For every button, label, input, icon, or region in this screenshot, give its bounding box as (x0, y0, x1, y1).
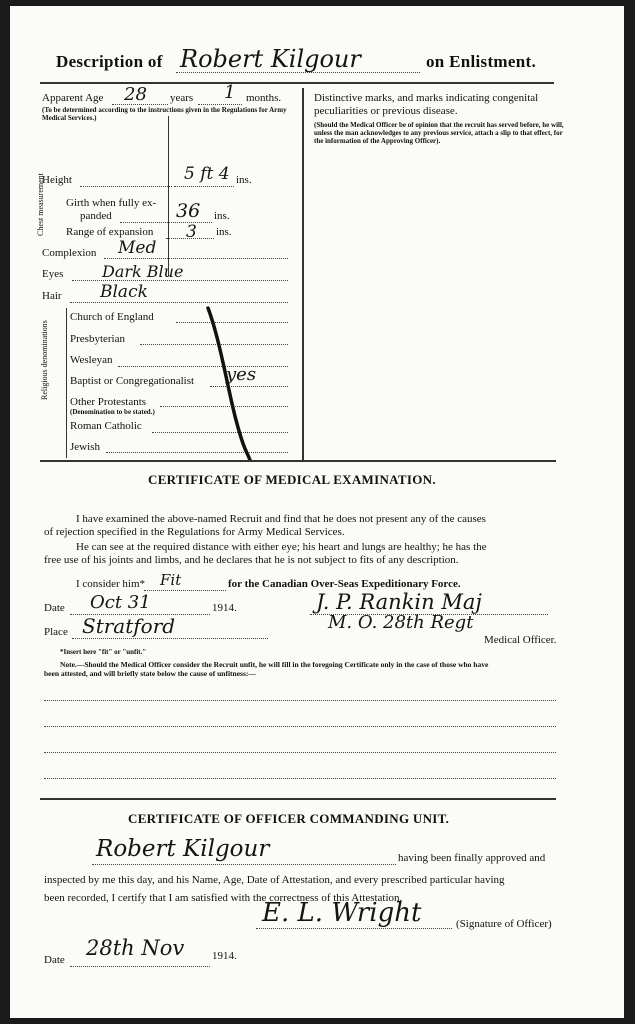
unfit-note-line1: Note.—Should the Medical Officer consider the Recruit unfit, he will fill in the foregoing Certificate only in the case of those who have (60, 660, 489, 669)
religion-jewish: Jewish (70, 441, 100, 453)
commanding-date-year: 1914. (212, 950, 237, 962)
religion-roman-catholic: Roman Catholic (70, 420, 142, 432)
religion-church-of-england: Church of England (70, 311, 154, 323)
eyes-value: Dark Blue (102, 262, 184, 281)
title-rule (40, 82, 554, 84)
range-label: Range of expansion (66, 226, 154, 238)
unfitness-line-4 (44, 778, 556, 779)
insert-note: *Insert here "fit" or "unfit." (60, 648, 147, 656)
religion-other-protestants: Other Protestants (70, 396, 147, 408)
commanding-officer-signature: E. L. Wright (262, 898, 422, 928)
unfitness-line-3 (44, 752, 556, 753)
age-note: (To be determined according to the instructions given in the Regulations for Army Medical Services.) (42, 106, 287, 122)
section-rule-2 (40, 798, 556, 800)
medical-para1-line2: of rejection specified in the Regulations for Army Medical Services. (44, 526, 345, 538)
consider-suffix: for the Canadian Over-Seas Expeditionary Force. (228, 578, 461, 590)
medical-para1-line1: I have examined the above-named Recruit and find that he does not present any of the causes (76, 513, 486, 525)
commanding-line2: inspected by me this day, and his Name, Age, Date of Attestation, and every prescribed particular having (44, 874, 505, 886)
place-value: Stratford (82, 614, 176, 638)
served-before-note: (Should the Medical Officer be of opinion that the recruit has served before, he will, unless the man acknowledges to any previous service, attach a slip to that effect, for the information of the Approving Officer). (314, 121, 564, 145)
hair-label: Hair (42, 290, 62, 302)
religion-label: Religious denominations (40, 320, 49, 400)
unfit-note-line2: been attested, and will briefly state below the cause of unfitness:— (44, 669, 256, 678)
height-label: Height (42, 174, 72, 186)
age-label: Apparent Age (42, 92, 104, 104)
range-value: 3 (186, 222, 197, 242)
girth-unit: ins. (214, 210, 230, 222)
religion-presbyterian: Presbyterian (70, 333, 125, 345)
religion-wesleyan: Wesleyan (70, 354, 113, 366)
column-divider (302, 88, 304, 460)
girth-label-2: panded (80, 210, 112, 222)
place-label: Place (44, 626, 68, 638)
age-months-value: 1 (224, 82, 236, 103)
medical-heading: CERTIFICATE OF MEDICAL EXAMINATION. (148, 472, 436, 487)
medical-officer-label: Medical Officer. (484, 634, 557, 646)
recruit-name: Robert Kilgour (180, 45, 361, 73)
medical-officer-signature: J. P. Rankin Maj (316, 590, 482, 614)
medical-para2-line2: free use of his joints and limbs, and he declares that he is not subject to fits of any description. (44, 554, 459, 566)
distinctive-marks-label: Distinctive marks, and marks indicating congenital peculiarities or previous disease. (314, 92, 539, 117)
attestation-page (10, 6, 624, 1018)
height-unit: ins. (236, 174, 252, 186)
girth-value: 36 (176, 200, 201, 222)
commanding-heading: CERTIFICATE OF OFFICER COMMANDING UNIT. (128, 811, 450, 826)
unfitness-line-1 (44, 700, 556, 701)
denomination-note: (Denomination to be stated.) (70, 408, 155, 416)
signature-of-officer-label: (Signature of Officer) (456, 918, 552, 930)
complexion-value: Med (118, 238, 157, 258)
medical-officer-unit: M. O. 28th Regt (328, 612, 474, 633)
age-years-value: 28 (124, 84, 147, 105)
months-label: months. (246, 92, 282, 104)
consider-value: Fit (160, 571, 182, 589)
date-value: Oct 31 (90, 592, 151, 613)
commanding-date-label: Date (44, 954, 65, 966)
hair-value: Black (100, 282, 148, 302)
girth-label-1: Girth when fully ex- (66, 197, 157, 209)
inner-divider (168, 116, 169, 276)
years-label: years (170, 92, 194, 104)
section-rule-1 (40, 460, 556, 462)
eyes-label: Eyes (42, 268, 64, 280)
commanding-date-value: 28th Nov (86, 936, 185, 960)
medical-para2-line1: He can see at the required distance with either eye; his heart and lungs are healthy; he has the (76, 541, 487, 553)
complexion-label: Complexion (42, 247, 97, 259)
date-label: Date (44, 602, 65, 614)
religion-bracket (66, 308, 67, 458)
consider-prefix: I consider him* (76, 578, 146, 590)
chest-label: Chest measurement (36, 173, 45, 236)
unfitness-line-2 (44, 726, 556, 727)
range-unit: ins. (216, 226, 232, 238)
religion-mark: yes (226, 364, 257, 385)
religion-baptist: Baptist or Congregationalist (70, 375, 195, 387)
title-suffix: on Enlistment. (426, 52, 536, 71)
title-prefix: Description of (56, 52, 163, 71)
commanding-recruit-name: Robert Kilgour (96, 836, 270, 862)
handwritten-stroke (190, 300, 270, 470)
commanding-line1-suffix: having been finally approved and (398, 852, 546, 864)
commanding-line3: been recorded, I certify that I am satisfied with the correctness of this Attestation. (44, 892, 403, 904)
date-year: 1914. (212, 602, 237, 614)
height-value: 5 ft 4 (184, 164, 230, 184)
